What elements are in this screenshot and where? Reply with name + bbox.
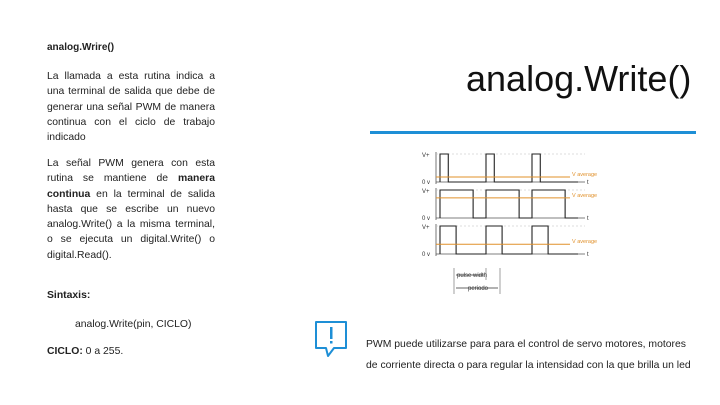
description-paragraph-2 [47,156,215,263]
description-paragraph-1: La llamada a esta rutina indica a una terminal de salida que debe de generar una señal PWM de manera continua con el ciclo de trabajo indicado [47,71,215,144]
para2-emphasis: manera continua [47,173,215,200]
zero-volt-label: 0 v [422,252,431,258]
vplus-label: V+ [422,153,430,159]
average-voltage-label: V average [572,239,598,246]
ciclo-value: 0 a 255. [82,346,124,357]
para2-text-start: La señal PWM genera con esta rutina se mantiene de [47,158,215,185]
slide-title: analog.Write() [466,58,692,99]
ciclo-label: CICLO: [47,346,83,357]
pwm-signal [440,154,578,182]
vplus-label: V+ [422,225,430,231]
syntax-label: Sintaxis: [47,290,91,301]
average-voltage-label: V average [572,192,598,199]
time-axis-label: t [587,180,589,186]
alert-speech-bubble-icon [312,318,350,362]
title-underline [370,131,696,134]
note-line-1: PWM puede utilizarse para para el control de servo motores, motores [366,339,686,350]
period-label: periodo [468,286,489,292]
note-line-2: de corriente directa o para regular la intensidad con la que brilla un led [366,360,691,371]
pulse-width-label: pulse width [457,273,488,279]
pwm-waveform-figure [420,148,600,294]
vplus-label: V+ [422,189,430,195]
pwm-usage-note [366,334,716,376]
zero-volt-label: 0 v [422,180,431,186]
pwm-signal [440,190,578,218]
zero-volt-label: 0 v [422,216,431,222]
para2-text-end: en la terminal de salida hasta que se escribe un nuevo analog.Write() a la misma terminal, o se ejecuta un digital.Write() o digital.Read(). [47,188,215,261]
pwm-signal [440,226,578,254]
section-heading: analog.Wrire() [47,42,115,53]
time-axis-label: t [587,252,589,258]
pulse-annotation [454,268,500,294]
time-axis-label: t [587,216,589,222]
syntax-code: analog.Write(pin, CICLO) [75,319,192,330]
ciclo-range [47,346,123,357]
average-voltage-label: V average [572,171,598,178]
